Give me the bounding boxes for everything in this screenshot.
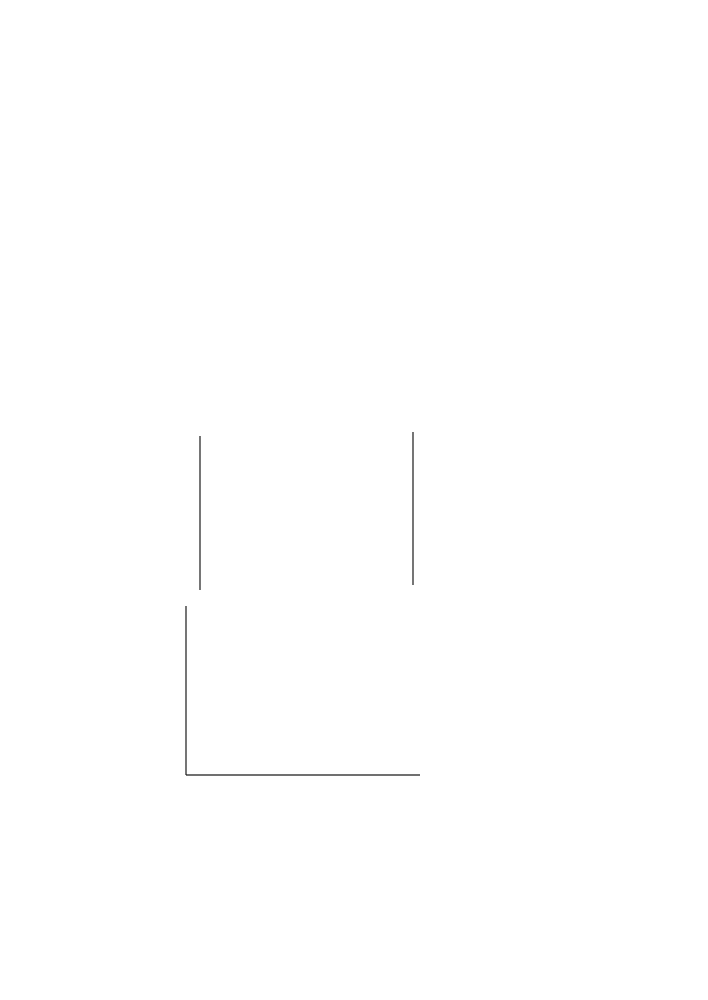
lower-chart [186,606,420,775]
upper-chart [200,432,413,590]
